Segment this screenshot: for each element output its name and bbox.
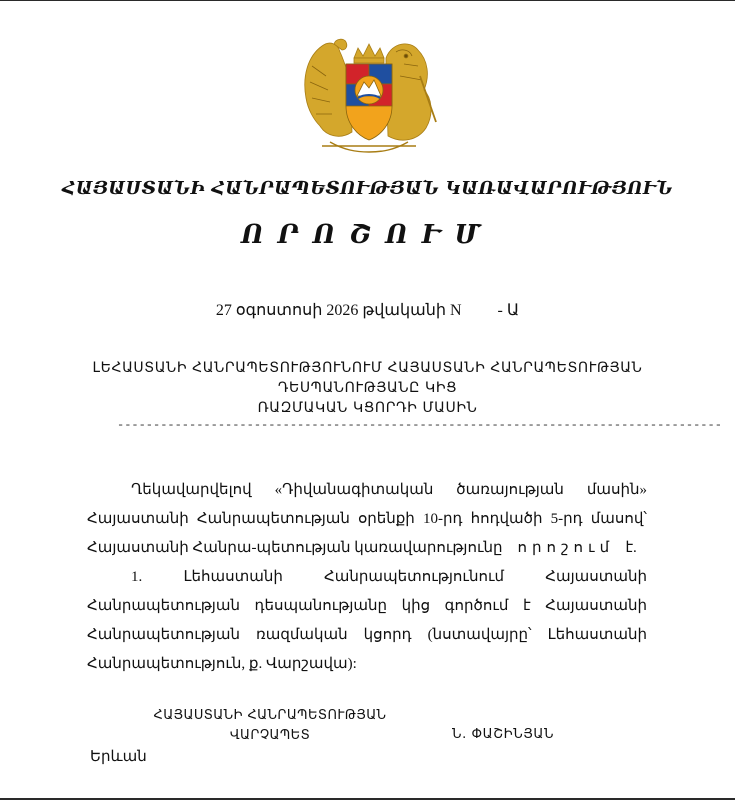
decides-word: որոշում <box>517 540 615 556</box>
separator-line: ------------------------------------------------------------------------------------ <box>117 418 722 432</box>
decision-subject <box>0 358 735 418</box>
city-name: Երևան <box>90 749 147 765</box>
coat-of-arms-icon <box>300 36 438 160</box>
signatory-title-line: ՀԱՅԱՍՏԱՆԻ ՀԱՆՐԱՊԵՏՈՒԹՅԱՆ <box>153 708 387 723</box>
subject-line: ՌԱԶՄԱԿԱՆ ԿՑՈՐԴԻ ՄԱՍԻՆ <box>257 400 478 416</box>
decides-end: է. <box>625 540 637 556</box>
decision-body <box>87 476 647 679</box>
decision-date-line <box>0 300 735 320</box>
subject-line: ԴԵՍՊԱՆՈՒԹՅԱՆԸ ԿԻՑ <box>277 380 458 396</box>
signatory-name: Ն. ՓԱՇԻՆՅԱՆ <box>452 727 555 742</box>
clause-1: 1. Լեհաստանի Հանրապետությունում Հայաստանի Հանրապետության դեսպանությանը կից գործում է Հայաստանի Հանրապետության ռազմական կցորդ (նստավայրը՝ Լեհաստանի Հանրապետություն, ք. Վարշավա): <box>87 569 647 672</box>
decision-heading: ՈՐՈՇՈՒՄ <box>241 220 494 250</box>
top-border <box>0 0 735 1</box>
decision-number-suffix: - Ա <box>497 302 520 319</box>
decision-date: 27 օգոստոսի 2026 թվականի N <box>215 302 462 319</box>
preamble-paragraph <box>87 476 647 563</box>
government-title: ՀԱՅԱՍՏԱՆԻ ՀԱՆՐԱՊԵՏՈՒԹՅԱՆ ԿԱՌԱՎԱՐՈՒԹՅՈՒՆ <box>62 178 673 199</box>
signatory-title <box>140 706 400 746</box>
signatory-position: ՎԱՐՉԱՊԵՏ <box>229 728 311 743</box>
preamble-text: Ղեկավարվելով «Դիվանագիտական ծառայության մասին» Հայաստանի Հանրապետության օրենքի 10-րդ հոդվածի 5-րդ մասով՝ Հայաստանի Հանրա-պետության կառավարությունը <box>87 482 647 556</box>
subject-line: ԼԵՀԱՍՏԱՆԻ ՀԱՆՐԱՊԵՏՈՒԹՅՈՒՆՈՒՄ ՀԱՅԱՍՏԱՆԻ ՀԱՆՐԱՊԵՏՈՒԹՅԱՆ <box>92 360 643 376</box>
